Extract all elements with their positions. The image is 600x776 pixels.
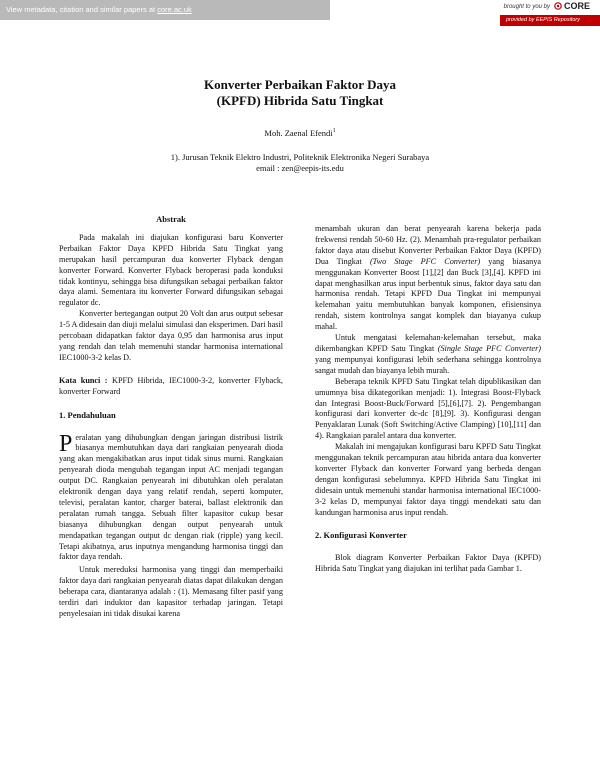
author bbox=[0, 128, 600, 138]
section-2-heading: 2. Konfigurasi Konverter bbox=[315, 530, 407, 541]
provided-by-bar[interactable]: provided by EEPIS Repository bbox=[500, 15, 600, 26]
left-column bbox=[59, 214, 283, 620]
metadata-text: View metadata, citation and similar papers at bbox=[6, 5, 156, 14]
right-paragraph-2 bbox=[315, 333, 541, 377]
right-paragraph-1 bbox=[315, 224, 541, 333]
drop-cap: P bbox=[59, 430, 73, 457]
abstract-paragraph-2: Konverter bertegangan output 20 Volt dan arus output sebesar 1-5 A didesain dan diuji melalui simulasi dan eksperimen. Dari hasil percobaan didapatkan faktor daya 0,95 dan harmonisa arus input yang rendah dan telah memenuhi standar harmonisa international IEC1000-3-2 kelas D. bbox=[59, 309, 283, 362]
abstract-heading: Abstrak bbox=[156, 214, 186, 224]
abstract-paragraph-1: Pada makalah ini diajukan konfigurasi baru Konverter Perbaikan Faktor Daya KPFD Hibrida Satu Tingkat yang merupakan hasil percampuran dua konverter Flyback dengan konverter Forward. Konverter Flyback beroperasi pada konduksi tidak kontinyu, sehingga bisa difungsikan sebagai perbaikan faktor daya alami. Sementara itu konverter Forward difungsikan sebagai regulator dc. bbox=[59, 232, 283, 308]
brought-by-text: brought to you by bbox=[503, 4, 550, 10]
right-p1-emphasis: (Two Stage PFC Converter) bbox=[369, 256, 481, 266]
right-p2-text-a: Untuk mengatasi kelemahan-kelemahan tersebut, maka dikembangkan KPFD Satu Tingkat bbox=[315, 333, 541, 353]
right-p1-text-a: menambah ukuran dan berat penyearah karena bekerja pada frekwensi rendah 50-60 Hz. (2). Menambah pra-regulator perbaikan faktor daya atau disebut Konverter Perbaikan Faktor Daya (KPFD) Dua Tingkat bbox=[315, 224, 541, 266]
author-superscript: 1 bbox=[332, 128, 336, 135]
keywords-label: Kata kunci : bbox=[59, 375, 108, 385]
right-paragraph-3: Beberapa teknik KPFD Satu Tingkat telah dipublikasikan dan umumnya bisa dikategorikan menjadi: 1). Integrasi Boost-Flyback dan Integrasi Boost-Buck/Forward [5],[6],[7]. 2). Pengembangan konfigurasi dari konverter dc-dc [8],[9]. 3). Konfigurasi dengan Penyaklaran Lunak (Soft Switching/Active Clamping) [10],[11] dan 4). Rangkaian paralel antara dua konverter. bbox=[315, 376, 541, 441]
keywords-text: KPFD Hibrida, IEC1000-3-2, konverter Flyback, konverter Forward bbox=[59, 375, 283, 396]
author-name: Moh. Zaenal Efendi bbox=[264, 128, 333, 138]
right-p2-text-b: yang mempunyai konfigurasi lebih sederhana sehingga kontrolnya sangat mudah dan biayanya lebih murah. bbox=[315, 354, 541, 375]
intro-paragraph-1 bbox=[59, 430, 283, 564]
right-paragraph-4: Makalah ini mengajukan konfigurasi baru KPFD Satu Tingkat menggunakan teknik percampuran atau hibrida antara dua konverter konverter Flyback dan konverter Forward yang berbeda dengan dengan konfigurasi sebelumnya. KPFD Hibrida Satu Tingkat ini didesain untuk memenuhi standar harmonisa international IEC1000-3-2 kelas D, mempunyai faktor daya tinggi mendekati satu dan kandungan harmonisa arus input rendah. bbox=[315, 442, 541, 517]
right-p1-text-b: yang biasanya menggunakan Konverter Boost [1],[2] dan Buck [3],[4]. KPFD ini dapat menghasilkan arus input berbentuk sinus, faktor daya satu dan harmonisa rendah. Tetapi KPFD Dua Tingkat ini mempunyai kelemahan yaitu membutuhkan banyak komponen, efisiensinya rendah, sistem kontrolnya sangat komplek dan biayanya cukup mahal. bbox=[315, 256, 542, 332]
right-paragraph-5: Blok diagram Konverter Perbaikan Faktor Daya (KPFD) Hibrida Satu Tingkat yang diajukan ini terlihat pada Gambar 1. bbox=[315, 553, 541, 574]
core-logo[interactable] bbox=[554, 1, 590, 11]
core-banner bbox=[0, 0, 600, 28]
title-line-2: (KPFD) Hibrida Satu Tingkat bbox=[216, 93, 384, 108]
affiliation-text: 1). Jurusan Teknik Elektro Industri, Politeknik Elektronika Negeri Surabaya bbox=[170, 152, 430, 162]
core-branding bbox=[450, 0, 600, 28]
core-logo-icon bbox=[554, 2, 562, 10]
title-line-1: Konverter Perbaikan Faktor Daya bbox=[204, 77, 396, 92]
core-logo-text: CORE bbox=[563, 1, 590, 11]
right-column bbox=[315, 224, 541, 575]
intro-paragraph-2: Untuk mereduksi harmonisa yang tinggi dan memperbaiki faktor daya dari rangkaian penyearah diatas dapat dilakukan dengan beberapa cara, diantaranya adalah : (1). Memasang filter pasif yang terdiri dari induktor dan kapasitor terhadap jaringan. Tetapi penyelesaian ini tidak disukai karena bbox=[59, 565, 283, 618]
affiliation bbox=[0, 152, 600, 174]
core-link[interactable]: core.ac.uk bbox=[157, 5, 192, 14]
paper-title bbox=[0, 77, 600, 109]
keywords bbox=[59, 376, 283, 398]
core-metadata-bar[interactable] bbox=[0, 0, 330, 20]
section-1-heading: 1. Pendahuluan bbox=[59, 409, 116, 420]
intro-paragraph-1-text: eralatan yang dihubungkan dengan jaringan distribusi listrik biasanya membutuhkan daya dari rangkaian penyearah dioda yang akan mengakibatkan arus input tidak sinus murni. Rangkaian penyearah dioda mengubah tegangan input AC menjadi tegangan output DC. Rangkaian penyearah ini dibutuhkan oleh peralatan elektronik dengan daya yang relatif rendah, seperti komputer, televisi, peralatan kantor, charger baterai, ballast elektronik dan peralatan rumah tangga. Sebuah filter kapasitor cukup besar biasanya dihubungkan dengan output penyearah untuk mendapatkan tegangan output dc dengan riak (ripple) yang kecil. Tetapi akibatnya, arus inputnya mengandung harmonisa tinggi dan faktor daya rendah. bbox=[59, 432, 283, 562]
right-p2-emphasis: (Single Stage PFC Converter) bbox=[437, 343, 541, 353]
email: email : zen@eepis-its.edu bbox=[256, 163, 344, 173]
